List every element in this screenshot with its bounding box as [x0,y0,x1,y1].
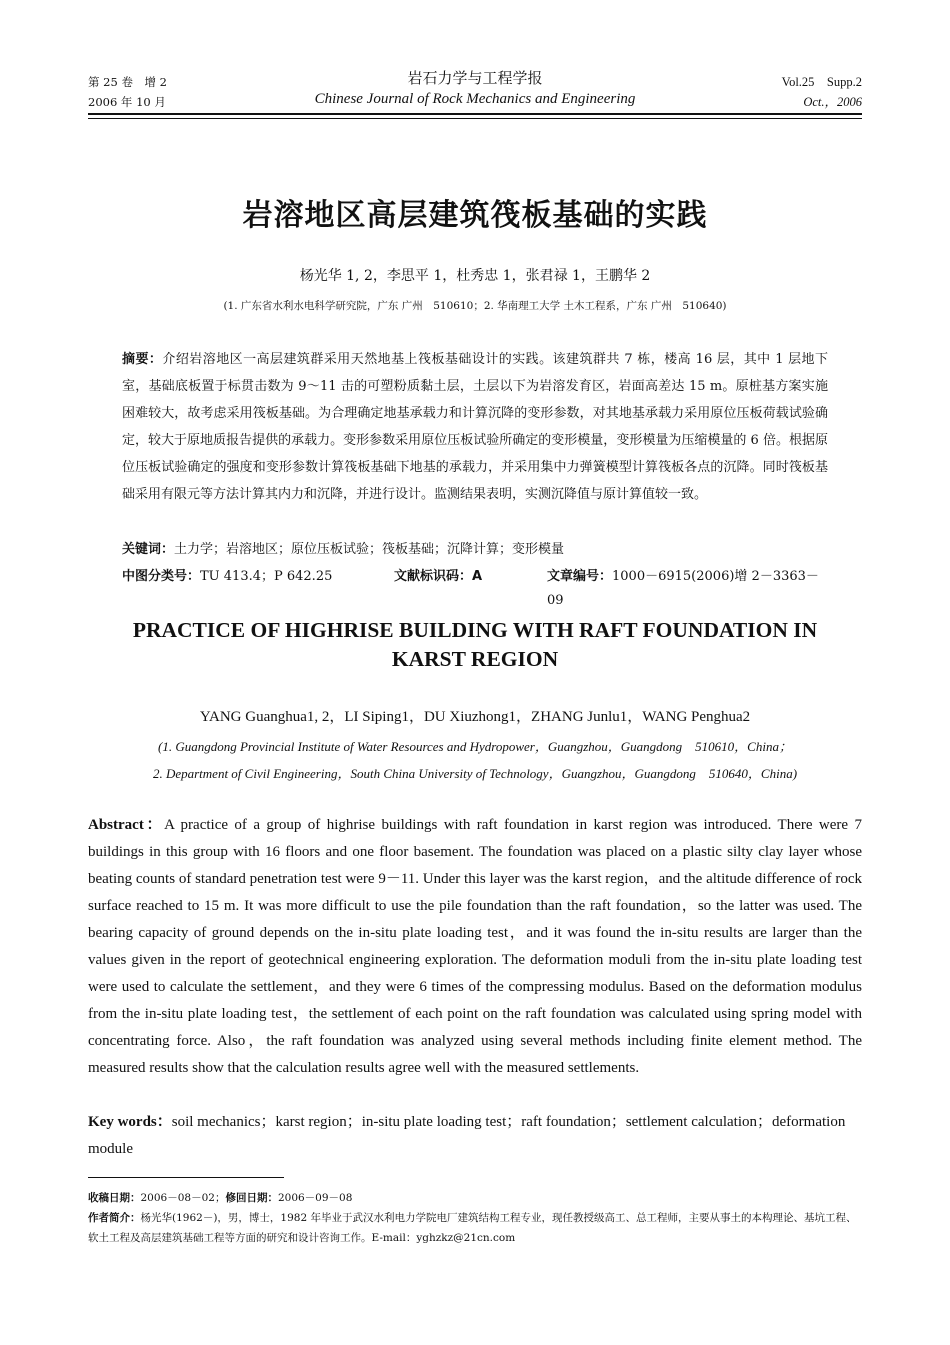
author-bio-text: 杨光华(1962－)，男，博士，1982 年毕业于武汉水利电力学院电厂建筑结构工程专业，现任教授级高工、总工程师，主要从事土的本构理论、基坑工程、软土工程及高层建筑基础工程等方面的研究和设计咨询工作。E-mail：yghzkz@21cn.com [88,1212,857,1244]
volume-issue-en: Vol.25 Supp.2 [781,75,862,89]
paper-title-cn: 岩溶地区高层建筑筏板基础的实践 [242,198,708,233]
header-rule-thick [88,113,862,115]
keywords-cn-label: 关键词： [122,542,175,557]
keywords-cn [122,538,828,562]
journal-name-cn: 岩石力学与工程学报 [407,69,543,87]
document-code-value: A [472,569,483,584]
header-rule-thin [88,118,862,119]
keywords-en [88,1109,862,1163]
revised-date: 2006－09－08 [277,1192,353,1204]
footnote [88,1188,862,1248]
abstract-cn-label: 摘要： [122,352,163,367]
volume-issue: 第 25 卷 增 2 [88,75,167,89]
clc-number [122,565,332,589]
dates-line [88,1188,862,1208]
keywords-cn-text: 土力学；岩溶地区；原位压板试验；筏板基础；沉降计算；变形模量 [174,542,565,557]
document-code-label: 文献标识码： [394,569,473,584]
authors-cn: 杨光华 1, 2，李思平 1，杜秀忠 1，张君禄 1，王鹏华 2 [299,268,651,284]
author-bio [88,1208,862,1248]
keywords-en-label: Key words： [88,1114,172,1130]
clc-value: TU 413.4；P 642.25 [200,569,333,584]
volume-info-en [782,72,862,112]
authors-en: YANG Guanghua1, 2，LI Siping1，DU Xiuzhong1，ZHANG Junlu1，WANG Penghua2 [199,709,751,725]
author-bio-label: 作者简介： [88,1212,141,1224]
received-label: 收稿日期： [88,1192,141,1204]
affiliation-en-line1: (1. Guangdong Provincial Institute of Water Resources and Hydropower，Guangzhou，Guangdong 510610，China； [158,739,792,754]
abstract-en [88,812,862,1082]
affiliation-en [0,733,950,787]
abstract-cn [122,346,828,508]
affiliation-en-line2: 2. Department of Civil Engineering，South China University of Technology，Guangzhou，Guangdong 510640，China) [152,766,798,781]
journal-name-en: Chinese Journal of Rock Mechanics and Engineering [314,91,636,107]
document-code [394,565,482,589]
journal-name [88,68,862,110]
publication-date-en: Oct.，2006 [803,95,862,109]
publication-date: 2006 年 10 月 [88,95,166,109]
footnote-rule [88,1177,284,1178]
clc-label: 中图分类号： [122,569,201,584]
keywords-en-text: soil mechanics；karst region；in-situ plate loading test；raft foundation；settlement calculation；deformation module [88,1114,846,1157]
affiliation-cn: (1. 广东省水利水电科学研究院，广东 广州 510610；2. 华南理工大学 土木工程系，广东 广州 510640) [223,300,727,312]
abstract-cn-text: 介绍岩溶地区一高层建筑群采用天然地基上筏板基础设计的实践。该建筑群共 7 栋，楼高 16 层，其中 1 层地下室，基础底板置于标贯击数为 9～11 击的可塑粉质黏土层，土层以下为岩溶发育区，岩面高差达 15 m。原桩基方案实施困难较大，故考虑采用筏板基础。为合理确定地基承载力和计算沉降的变形参数，对其地基承载力采用原位压板荷载试验确定，较大于原地质报告提供的承载力。变形参数采用原位压板试验所确定的变形模量，变形模量为压缩模量的 6 倍。根据原位压板试验确定的强度和变形参数计算筏板基础下地基的承载力，并采用集中力弹簧模型计算筏板各点的沉降。同时筏板基础采用有限元等方法计算其内力和沉降，并进行设计。监测结果表明，实测沉降值与原计算值较一致。 [122,352,828,502]
abstract-en-label: Abstract： [88,817,165,833]
revised-label: 修回日期： [225,1192,278,1204]
paper-title-en: PRACTICE OF HIGHRISE BUILDING WITH RAFT FOUNDATION IN KARST REGION [132,618,818,671]
article-number [547,565,828,613]
article-number-value: 1000－6915(2006)增 2－3363－09 [547,569,819,608]
abstract-en-text: A practice of a group of highrise buildings with raft foundation in karst region was introduced. There were 7 buildings in this group with 16 floors and one floor basement. The foundation was placed on a plastic silty clay layer whose beating counts of standard penetration test were 9－11. Under this layer was the karst region，and the altitude difference of rock surface reached to 15 m. It was more difficult to use the pile foundation than the raft foundation，so the latter was used. The bearing capacity of ground depends on the in-situ plate loading test，and it was found the in-situ results are larger than the values given in the report of geotechnical engineering exploration. The deformation moduli from the in-situ plate loading test were used to calculate the settlement，and they were 6 times of the compressing modulus. Based on the deformation modulus from the in-situ plate loading test，the settlement of each point on the raft foundation was calculated using spring model with concentrating force. Also，the raft foundation was analyzed using several methods including finite element method. The measured results show that the calculation results agree well with the measured settlements. [88,817,862,1076]
received-date: 2006－08－02； [140,1192,226,1204]
article-number-label: 文章编号： [547,569,613,584]
running-header [88,68,862,118]
